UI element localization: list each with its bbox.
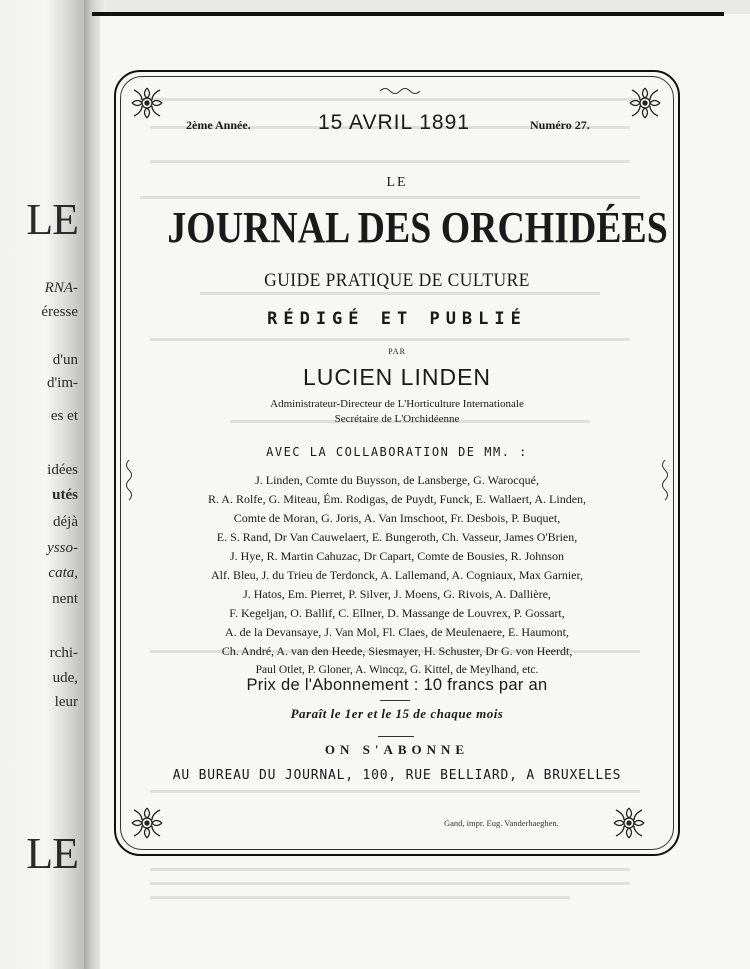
issue-number: Numéro 27. (530, 118, 590, 132)
left-page-fragment: d'im- (46, 375, 78, 391)
journal-title: JOURNAL DES ORCHIDÉES (167, 203, 668, 252)
author-name: LUCIEN LINDEN (302, 364, 492, 390)
divider-rule (380, 700, 410, 701)
collaborator-line: J. Linden, Comte du Buysson, de Lansberge, G. Warocqué, (255, 473, 539, 487)
collaborator-line: J. Hatos, Em. Pierret, P. Silver, J. Moens, G. Rivois, A. Dallière, (243, 587, 551, 601)
left-page-fragment: ysso- (47, 540, 78, 556)
show-through-text (150, 896, 570, 899)
corner-ornament-icon (612, 806, 646, 840)
left-page-fragment: cata, (48, 565, 78, 581)
show-through-text (150, 882, 630, 885)
left-page (0, 0, 84, 969)
left-page-fragment: RNA- (44, 280, 78, 296)
title-page-inner-frame (120, 76, 674, 850)
corner-ornament-icon (130, 806, 164, 840)
printer-credit: Gand, impr. Eug. Vanderhaeghen. (444, 818, 559, 828)
subscribe-heading: ON S'ABONNE (324, 742, 470, 757)
by-line: PAR (388, 347, 406, 356)
collaborator-line: F. Kegeljan, O. Ballif, C. Ellner, D. Massange de Louvrex, P. Gossart, (229, 606, 565, 620)
left-page-fragment: d'un (52, 352, 78, 368)
journal-subtitle: GUIDE PRATIQUE DE CULTURE (264, 270, 530, 291)
collaborator-line: A. de la Devansaye, J. Van Mol, Fl. Claes, de Meulenaere, E. Haumont, (224, 625, 570, 639)
collaborator-line: J. Hye, R. Martin Cahuzac, Dr Capart, Comte de Bousies, R. Johnson (230, 549, 564, 563)
show-through-text (150, 868, 630, 871)
left-page-fragment: ude, (52, 670, 78, 686)
issue-date: 15 AVRIL 1891 (318, 111, 470, 134)
edited-published-line: RÉDIGÉ ET PUBLIÉ (267, 309, 527, 329)
publication-schedule: Paraît le 1er et le 15 de chaque mois (290, 706, 504, 721)
collaborator-line: E. S. Rand, Dr Van Cauwelaert, E. Bungeroth, Ch. Vasseur, James O'Brien, (216, 530, 578, 544)
collaboration-heading: AVEC LA COLLABORATION DE MM. : (266, 445, 528, 459)
left-page-fragment: leur (54, 694, 78, 710)
author-role: Administrateur-Directeur de L'Horticulture Internationale (270, 398, 524, 410)
corner-ornament-icon (628, 86, 662, 120)
collaborator-line: R. A. Rolfe, G. Miteau, Ém. Rodigas, de Puydt, Funck, E. Wallaert, A. Linden, (207, 492, 587, 506)
left-page-fragment: éresse (41, 304, 78, 320)
subscription-address: AU BUREAU DU JOURNAL, 100, RUE BELLIARD, A BRUXELLES (172, 768, 622, 783)
left-page-fragment: déjà (53, 514, 78, 530)
author-role: Secrétaire de L'Orchidéenne (334, 413, 460, 425)
left-page-fragment: idées (47, 462, 78, 478)
left-page-fragment: nent (52, 591, 78, 607)
top-edge-rule (92, 12, 724, 16)
subscription-price: Prix de l'Abonnement : 10 francs par an (246, 676, 548, 694)
left-page-fragment: es et (50, 408, 78, 424)
collaborator-line: Comte de Moran, G. Joris, A. Van Imschoot, Fr. Desbois, P. Buquet, (233, 511, 561, 525)
top-flourish-icon (380, 86, 420, 96)
left-page-fragment: rchi- (49, 645, 78, 661)
corner-ornament-icon (130, 86, 164, 120)
title-article: LE (386, 175, 408, 190)
left-page-fragment: LE (26, 829, 78, 878)
collaborator-line: Alf. Bleu, J. du Trieu de Terdonck, A. Lallemand, A. Cogniaux, Max Garnier, (210, 568, 584, 582)
divider-rule (378, 736, 414, 737)
collaborator-line: Ch. André, A. van den Heede, Siesmayer, H. Schuster, Dr G. von Heerdt, (221, 644, 573, 658)
left-page-fragment: utés (52, 487, 78, 503)
collaborator-line: Paul Otlet, P. Gloner, A. Wincqz, G. Kittel, de Meylhand, etc. (255, 664, 539, 676)
left-page-fragment: LE (26, 195, 78, 244)
volume-year: 2ème Année. (186, 118, 251, 132)
